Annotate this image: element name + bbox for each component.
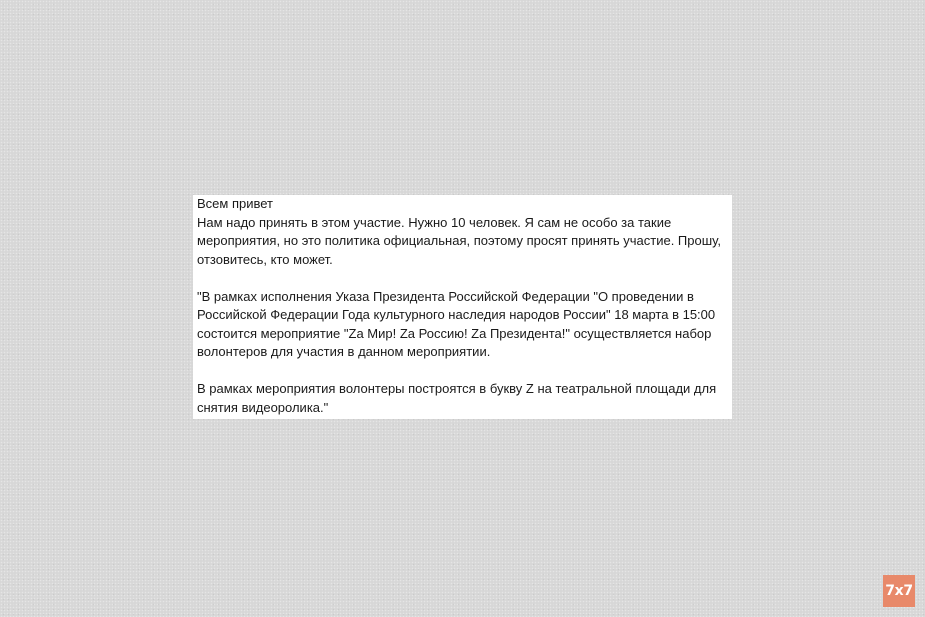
message-intro: Нам надо принять в этом участие. Нужно 10 человек. Я сам не особо за такие мероприятия, но это политика официальная, поэтому просят принять участие. Прошу, отзовитесь, кто может. [197, 214, 721, 267]
message-quote-part1: "В рамках исполнения Указа Президента Российской Федерации "О проведении в Российской Федерации Года культурного наследия народов России" 18 марта в 15:00 состоится мероприятие "Zа Мир! Zа Россию! Zа Президента!" осуществляется набор волонтеров для участия в данном мероприятии. [197, 288, 716, 359]
brand-logo: 7x7 [883, 575, 915, 607]
message-greeting: Всем привет [197, 196, 273, 211]
message-card [193, 195, 732, 419]
message-quote-part2: В рамках мероприятия волонтеры построятся в букву Z на театральной площади для снятия видеоролика." [197, 381, 717, 415]
